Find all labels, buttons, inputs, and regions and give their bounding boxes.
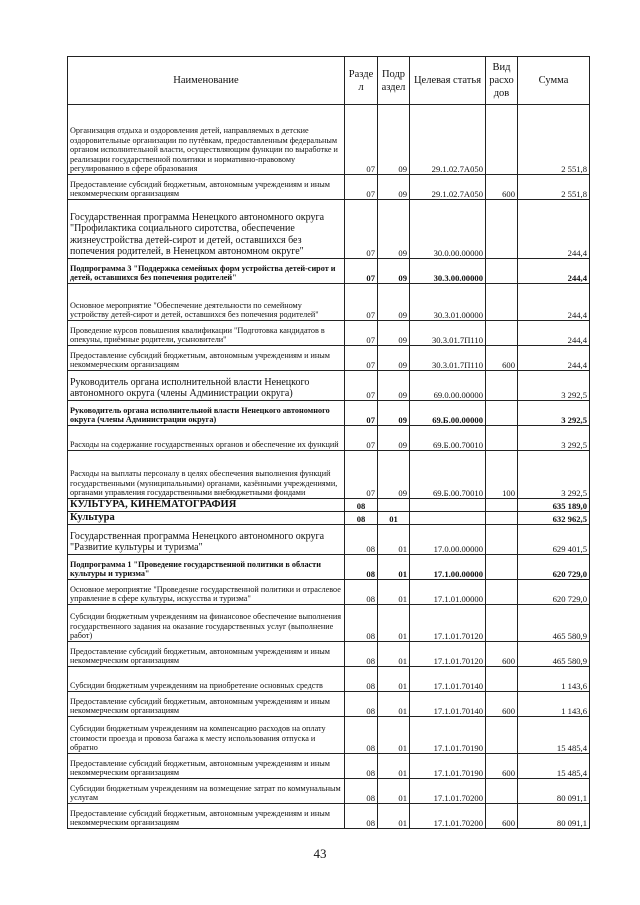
row-name: Проведение курсов повышения квалификации "Подготовка кандидатов в опекуны, приёмные родители, усыновители" [68, 321, 345, 346]
row-podrazdel: 01 [378, 717, 410, 754]
page-number: 43 [313, 846, 327, 861]
row-vid [486, 499, 518, 512]
row-razdel: 07 [345, 105, 378, 175]
table-row [68, 605, 590, 642]
row-name: Организация отдыха и оздоровления детей, направляемых в детские оздоровительные организации по путёвкам, предоставленным федеральным органом исполнительной власти, осуществляющим функции по выработке и реализации государственной политики и нормативно-правовому регулированию в сфере образования [68, 105, 345, 175]
row-name: Руководитель органа исполнительной власти Ненецкого автономного округа (члены Администрации округа) [68, 401, 345, 426]
row-name: Расходы на содержание государственных органов и обеспечение их функций [68, 426, 345, 451]
row-summa: 244,4 [518, 321, 590, 346]
table-row [68, 284, 590, 321]
table-row [68, 321, 590, 346]
row-name: Государственная программа Ненецкого автономного округа "Профилактика социального сиротства, обеспечение жизнеустройства детей-сирот и детей, оставшихся без попечения родителей, в Ненецком автономном округе" [68, 200, 345, 259]
row-podrazdel: 09 [378, 451, 410, 499]
row-summa: 635 189,0 [518, 499, 590, 512]
row-celevaya: 17.1.01.70190 [410, 754, 486, 779]
row-vid: 600 [486, 804, 518, 829]
row-summa: 620 729,0 [518, 580, 590, 605]
row-summa: 465 580,9 [518, 642, 590, 667]
row-podrazdel: 01 [378, 779, 410, 804]
table-row [68, 105, 590, 175]
row-vid [486, 426, 518, 451]
budget-table [67, 56, 590, 829]
row-vid [486, 605, 518, 642]
row-name: Предоставление субсидий бюджетным, автономным учреждениям и иным некоммерческим организациям [68, 346, 345, 371]
row-razdel: 07 [345, 175, 378, 200]
row-podrazdel [378, 499, 410, 512]
row-summa: 3 292,5 [518, 401, 590, 426]
row-summa: 3 292,5 [518, 426, 590, 451]
row-name: Подпрограмма 3 "Поддержка семейных форм устройства детей-сирот и детей, оставшихся без попечения родителей" [68, 259, 345, 284]
row-name: Культура [68, 512, 345, 525]
row-razdel: 08 [345, 717, 378, 754]
row-celevaya: 17.1.01.00000 [410, 580, 486, 605]
row-celevaya: 29.1.02.7А050 [410, 105, 486, 175]
row-podrazdel: 09 [378, 371, 410, 401]
row-celevaya: 17.1.01.70140 [410, 692, 486, 717]
row-podrazdel: 01 [378, 580, 410, 605]
row-summa: 2 551,8 [518, 175, 590, 200]
row-vid [486, 259, 518, 284]
row-vid [486, 667, 518, 692]
row-name: Подпрограмма 1 "Проведение государственной политики в области культуры и туризма" [68, 555, 345, 580]
row-vid [486, 321, 518, 346]
row-celevaya: 30.0.00.00000 [410, 200, 486, 259]
row-name: Предоставление субсидий бюджетным, автономным учреждениям и иным некоммерческим организациям [68, 175, 345, 200]
row-name: Субсидии бюджетным учреждениям на возмещение затрат по коммунальным услугам [68, 779, 345, 804]
row-name: Основное мероприятие "Проведение государственной политики и отраслевое управление в сфере культуры, искусства и туризма" [68, 580, 345, 605]
header-razdel: Разде л [345, 57, 378, 105]
header-name: Наименование [68, 57, 345, 105]
table-row [68, 371, 590, 401]
row-celevaya: 29.1.02.7А050 [410, 175, 486, 200]
row-celevaya: 69.Б.00.00000 [410, 401, 486, 426]
row-name: Предоставление субсидий бюджетным, автономным учреждениям и иным некоммерческим организациям [68, 804, 345, 829]
row-razdel: 08 [345, 667, 378, 692]
row-razdel: 08 [345, 754, 378, 779]
row-summa: 244,4 [518, 259, 590, 284]
row-podrazdel: 01 [378, 525, 410, 555]
table-row [68, 779, 590, 804]
header-row [68, 57, 590, 105]
row-podrazdel: 01 [378, 692, 410, 717]
row-podrazdel: 01 [378, 642, 410, 667]
table-row [68, 692, 590, 717]
row-vid: 100 [486, 451, 518, 499]
row-celevaya: 69.Б.00.70010 [410, 426, 486, 451]
row-celevaya [410, 512, 486, 525]
row-vid [486, 401, 518, 426]
row-name: Государственная программа Ненецкого автономного округа "Развитие культуры и туризма" [68, 525, 345, 555]
table-row [68, 512, 590, 525]
row-razdel: 08 [345, 499, 378, 512]
row-summa: 244,4 [518, 284, 590, 321]
row-podrazdel: 01 [378, 605, 410, 642]
row-name: Предоставление субсидий бюджетным, автономным учреждениям и иным некоммерческим организациям [68, 692, 345, 717]
table-row [68, 555, 590, 580]
row-celevaya: 30.3.01.7П110 [410, 321, 486, 346]
table-row [68, 667, 590, 692]
row-vid [486, 284, 518, 321]
row-podrazdel: 01 [378, 555, 410, 580]
row-vid [486, 371, 518, 401]
row-summa: 80 091,1 [518, 779, 590, 804]
row-celevaya: 17.1.01.70140 [410, 667, 486, 692]
table-row [68, 426, 590, 451]
row-name: Субсидии бюджетным учреждениям на компенсацию расходов на оплату стоимости проезда и провоза багажа к месту использования отпуска и обратно [68, 717, 345, 754]
row-celevaya [410, 499, 486, 512]
row-name: Субсидии бюджетным учреждениям на приобретение основных средств [68, 667, 345, 692]
header-podrazdel: Подр аздел [378, 57, 410, 105]
row-summa: 244,4 [518, 200, 590, 259]
row-razdel: 08 [345, 580, 378, 605]
table-row [68, 175, 590, 200]
row-celevaya: 30.3.01.7П110 [410, 346, 486, 371]
row-celevaya: 30.3.01.00000 [410, 284, 486, 321]
row-celevaya: 17.1.01.70120 [410, 605, 486, 642]
row-celevaya: 17.1.01.70200 [410, 804, 486, 829]
row-celevaya: 17.1.01.70120 [410, 642, 486, 667]
row-podrazdel: 09 [378, 284, 410, 321]
row-summa: 3 292,5 [518, 371, 590, 401]
table-row [68, 717, 590, 754]
row-vid [486, 555, 518, 580]
row-vid: 600 [486, 175, 518, 200]
row-summa: 629 401,5 [518, 525, 590, 555]
row-razdel: 08 [345, 605, 378, 642]
row-summa: 2 551,8 [518, 105, 590, 175]
table-row [68, 754, 590, 779]
row-vid [486, 779, 518, 804]
row-name: Предоставление субсидий бюджетным, автономным учреждениям и иным некоммерческим организациям [68, 642, 345, 667]
row-celevaya: 17.1.01.70190 [410, 717, 486, 754]
row-celevaya: 69.0.00.00000 [410, 371, 486, 401]
row-celevaya: 30.3.00.00000 [410, 259, 486, 284]
row-podrazdel: 01 [378, 804, 410, 829]
row-celevaya: 17.0.00.00000 [410, 525, 486, 555]
row-name: Субсидии бюджетным учреждениям на финансовое обеспечение выполнения государственного задания на оказание государственных услуг (выполнение работ) [68, 605, 345, 642]
row-razdel: 07 [345, 346, 378, 371]
row-summa: 80 091,1 [518, 804, 590, 829]
row-summa: 244,4 [518, 346, 590, 371]
row-podrazdel: 09 [378, 346, 410, 371]
row-razdel: 07 [345, 426, 378, 451]
row-summa: 1 143,6 [518, 667, 590, 692]
row-razdel: 08 [345, 692, 378, 717]
table-row [68, 259, 590, 284]
row-razdel: 07 [345, 200, 378, 259]
row-podrazdel: 09 [378, 426, 410, 451]
row-name: Основное мероприятие "Обеспечение деятельности по семейному устройству детей-сирот и детей, оставшихся без попечения родителей" [68, 284, 345, 321]
row-podrazdel: 01 [378, 667, 410, 692]
row-razdel: 08 [345, 779, 378, 804]
row-razdel: 08 [345, 512, 378, 525]
row-razdel: 08 [345, 642, 378, 667]
row-podrazdel: 09 [378, 321, 410, 346]
row-summa: 15 485,4 [518, 717, 590, 754]
row-name: КУЛЬТУРА, КИНЕМАТОГРАФИЯ [68, 499, 345, 512]
row-razdel: 07 [345, 284, 378, 321]
row-celevaya: 17.1.00.00000 [410, 555, 486, 580]
row-vid [486, 200, 518, 259]
row-vid [486, 512, 518, 525]
row-vid: 600 [486, 642, 518, 667]
row-vid [486, 580, 518, 605]
row-name: Предоставление субсидий бюджетным, автономным учреждениям и иным некоммерческим организациям [68, 754, 345, 779]
row-name: Расходы на выплаты персоналу в целях обеспечения выполнения функций государственными (муниципальными) органами, казёнными учреждениями, органами управления государственными внебюджетными фондами [68, 451, 345, 499]
row-summa: 465 580,9 [518, 605, 590, 642]
row-razdel: 07 [345, 259, 378, 284]
row-podrazdel: 09 [378, 259, 410, 284]
row-vid [486, 525, 518, 555]
table-row [68, 200, 590, 259]
row-razdel: 07 [345, 401, 378, 426]
row-summa: 632 962,5 [518, 512, 590, 525]
row-celevaya: 17.1.01.70200 [410, 779, 486, 804]
table-row [68, 580, 590, 605]
row-razdel: 07 [345, 451, 378, 499]
row-summa: 15 485,4 [518, 754, 590, 779]
row-summa: 620 729,0 [518, 555, 590, 580]
row-podrazdel: 09 [378, 401, 410, 426]
row-vid [486, 105, 518, 175]
row-name: Руководитель органа исполнительной власти Ненецкого автономного округа (члены Администрации округа) [68, 371, 345, 401]
row-podrazdel: 09 [378, 105, 410, 175]
row-celevaya: 69.Б.00.70010 [410, 451, 486, 499]
row-vid: 600 [486, 754, 518, 779]
row-razdel: 08 [345, 525, 378, 555]
row-podrazdel: 09 [378, 200, 410, 259]
table-row [68, 401, 590, 426]
row-summa: 1 143,6 [518, 692, 590, 717]
row-podrazdel: 01 [378, 754, 410, 779]
header-summa: Сумма [518, 57, 590, 105]
row-razdel: 08 [345, 555, 378, 580]
header-celevaya: Целевая статья [410, 57, 486, 105]
table-row [68, 642, 590, 667]
table-row [68, 451, 590, 499]
row-vid [486, 717, 518, 754]
table-row [68, 525, 590, 555]
table-row [68, 499, 590, 512]
row-razdel: 08 [345, 804, 378, 829]
row-razdel: 07 [345, 371, 378, 401]
row-vid: 600 [486, 692, 518, 717]
row-summa: 3 292,5 [518, 451, 590, 499]
row-podrazdel: 09 [378, 175, 410, 200]
row-razdel: 07 [345, 321, 378, 346]
row-vid: 600 [486, 346, 518, 371]
row-podrazdel: 01 [378, 512, 410, 525]
table-row [68, 346, 590, 371]
table-row [68, 804, 590, 829]
header-vid: Вид расхо дов [486, 57, 518, 105]
